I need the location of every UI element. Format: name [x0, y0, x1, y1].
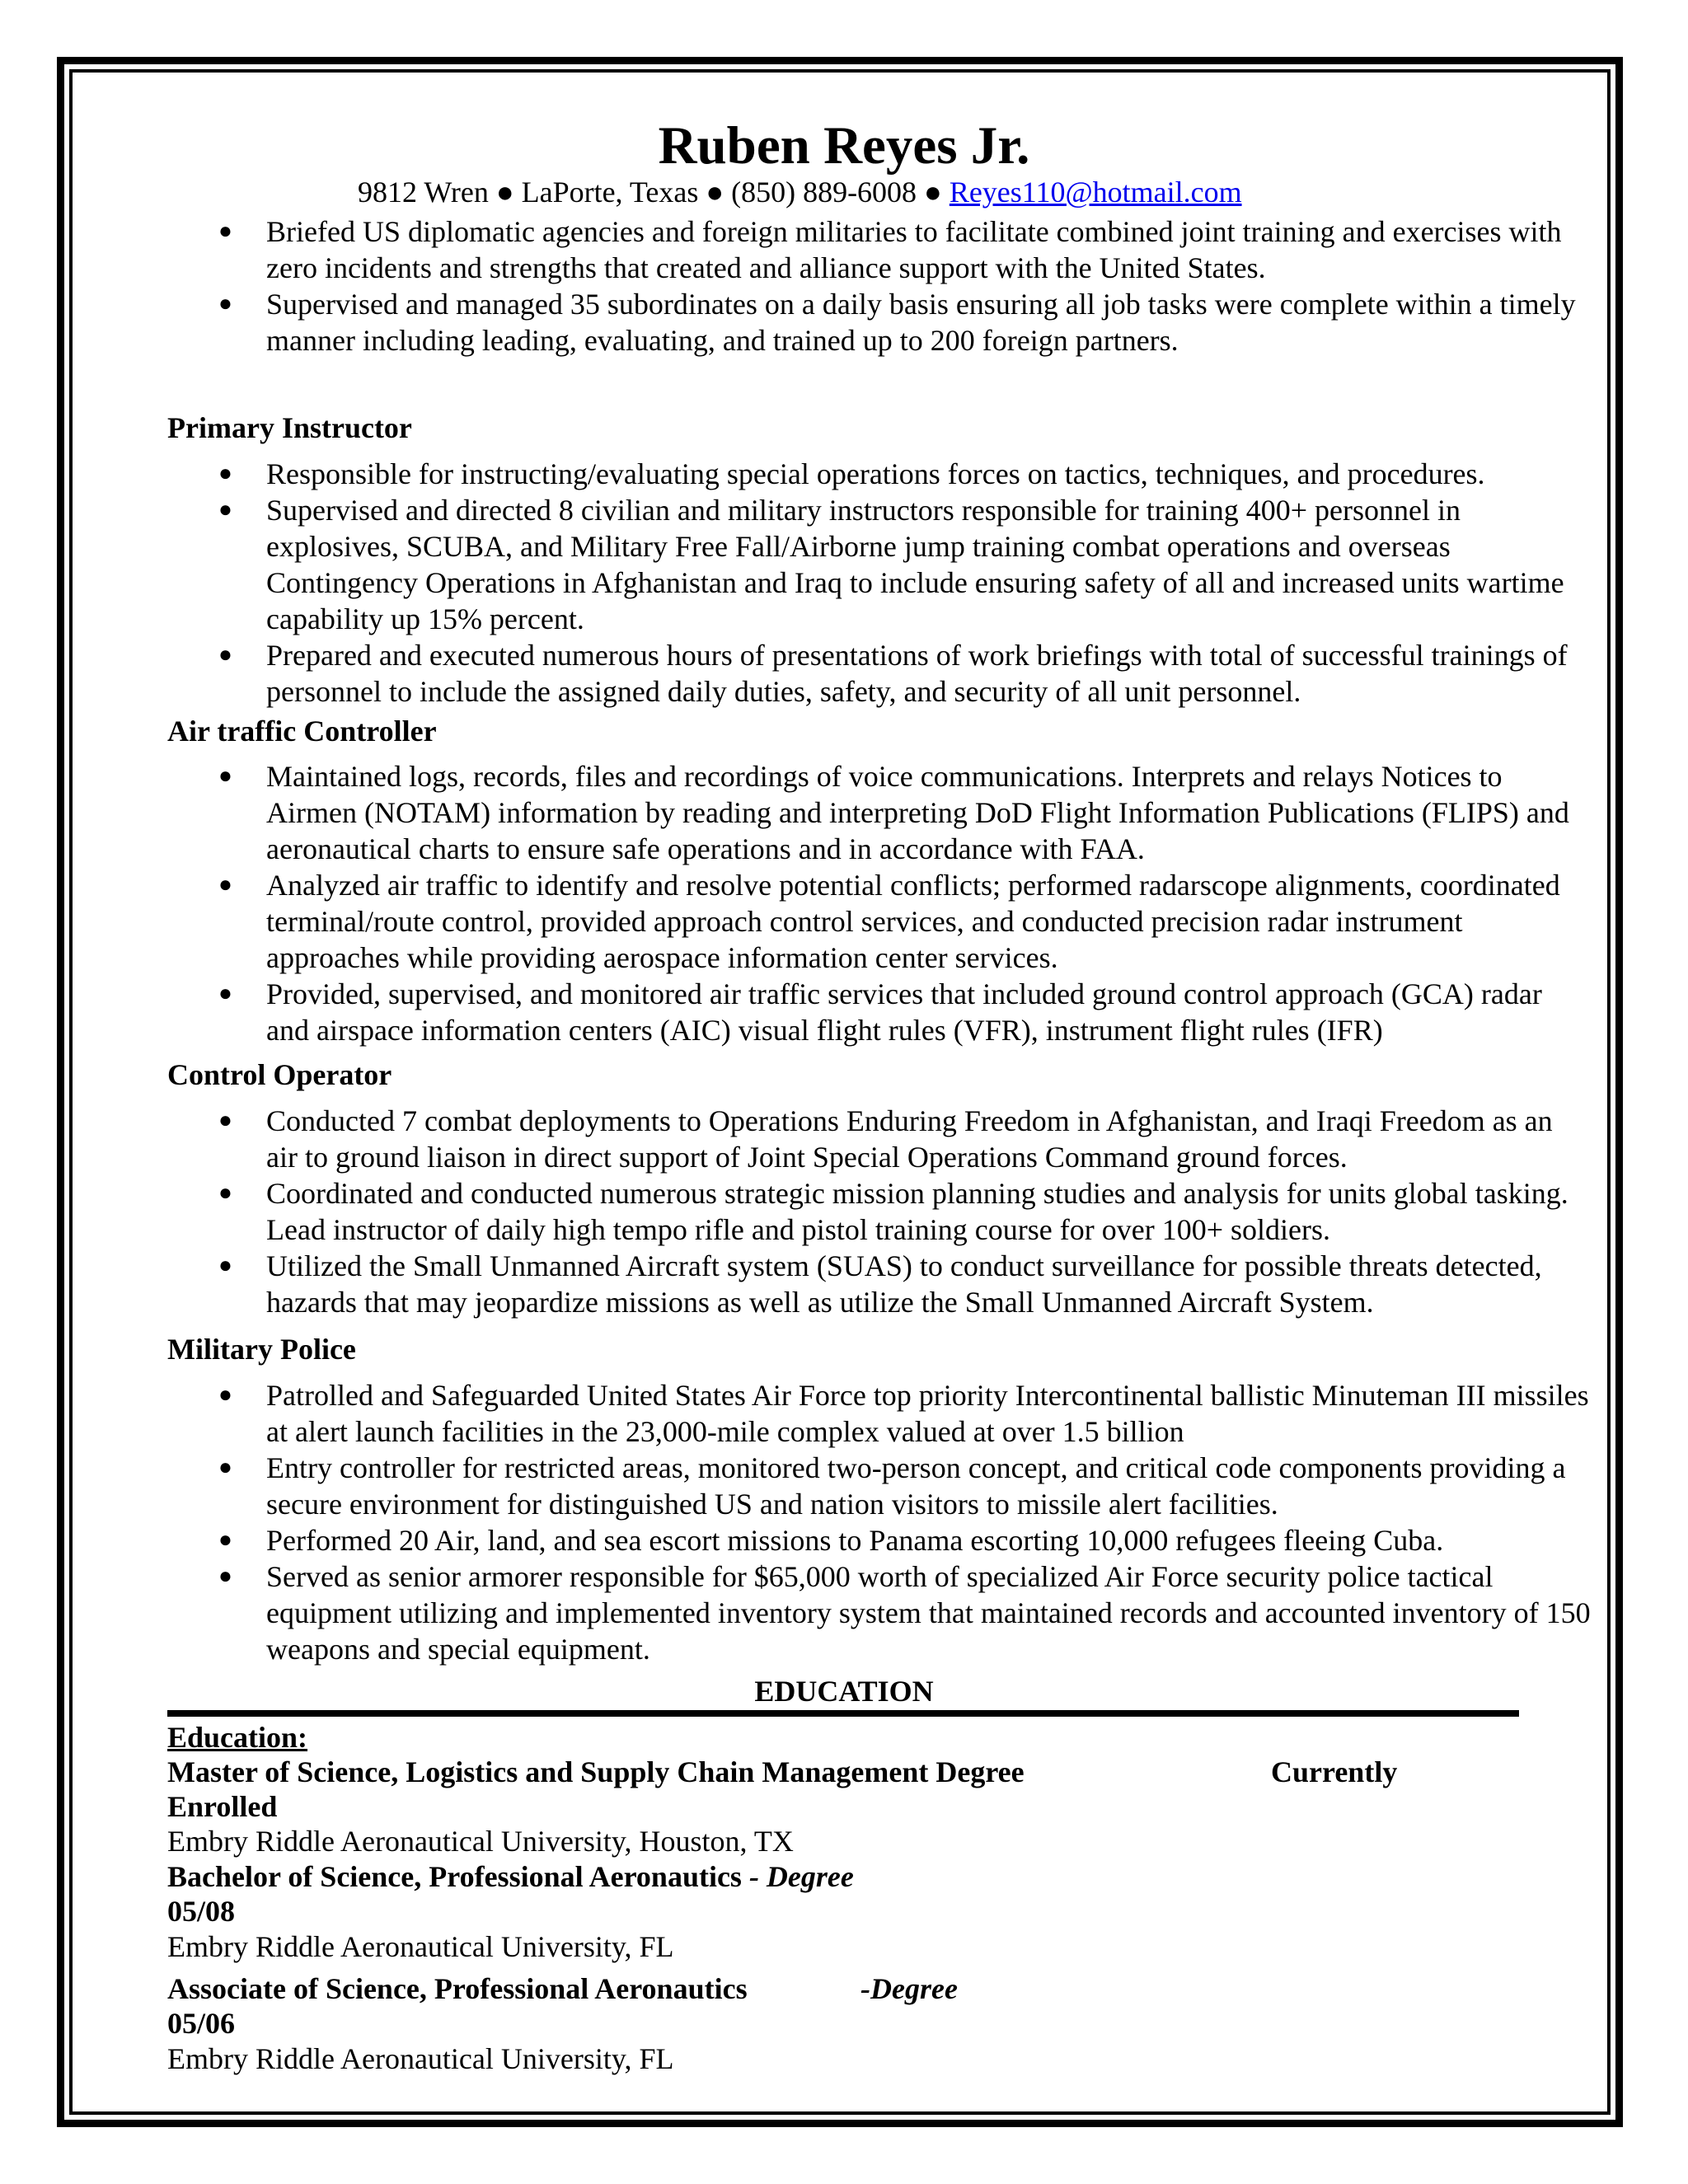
contact-details: 9812 Wren ● LaPorte, Texas ● (850) 889-6008 ●: [358, 176, 942, 209]
list-item: ● Entry controller for restricted areas, monitored two-person concept, and critical code components providing a secure environment for distinguished US and nation visitors to missile alert facilities.: [218, 1451, 1566, 1521]
bullet-icon: ●: [218, 981, 232, 1006]
candidate-name: Ruben Reyes Jr.: [658, 116, 1030, 176]
bullet-icon: ●: [218, 1108, 232, 1133]
section-heading-control-operator: Control Operator: [167, 1058, 392, 1091]
bs-degree: Bachelor of Science, Professional Aeronautics: [167, 1860, 742, 1893]
section-heading-primary-instructor: Primary Instructor: [167, 411, 412, 444]
bullet-icon: ●: [218, 763, 232, 789]
bullet-icon: ●: [218, 1455, 232, 1480]
ms-status-continued: Enrolled: [167, 1790, 278, 1823]
control-operator-bullet-list: [0, 1103, 1591, 1320]
list-item: ● Conducted 7 combat deployments to Operations Enduring Freedom in Afghanistan, and Iraqi Freedom as an air to ground liaison in direct support of Joint Special Operations Command ground forces.: [218, 1104, 1553, 1174]
list-item: ● Prepared and executed numerous hours of presentations of work briefings with total of successful trainings of personnel to include the assigned daily duties, safety, and security of all unit personnel.: [218, 639, 1568, 708]
bullet-icon: ●: [218, 291, 232, 316]
air-traffic-controller-bullet-list: [0, 758, 1591, 1048]
list-item: ● Analyzed air traffic to identify and resolve potential conflicts; performed radarscope alignments, coordinated terminal/route control, provided approach control services, and conducted precision radar instrument approaches while providing aerospace information center services.: [218, 869, 1560, 974]
section-heading-air-traffic-controller: Air traffic Controller: [167, 715, 437, 748]
education-divider: [167, 1710, 1519, 1717]
bullet-icon: ●: [218, 497, 232, 523]
list-item: ● Served as senior armorer responsible for $65,000 worth of specialized Air Force security police tactical equipment utilizing and implemented inventory system that maintained records and accounted inventory of 150 weapons and special equipment.: [218, 1560, 1591, 1666]
education-label: Education:: [167, 1721, 308, 1754]
as-school: Embry Riddle Aeronautical University, FL: [167, 2042, 674, 2075]
list-item: ● Coordinated and conducted numerous strategic mission planning studies and analysis for units global tasking. Lead instructor of daily high tempo rifle and pistol training course for over 100+ soldiers.: [218, 1177, 1568, 1246]
ms-degree: Master of Science, Logistics and Supply Chain Management Degree: [167, 1755, 1025, 1788]
list-item: ● Utilized the Small Unmanned Aircraft system (SUAS) to conduct surveillance for possible threats detected, hazards that may jeopardize missions as well as utilize the Small Unmanned Aircraft System.: [218, 1249, 1542, 1319]
bullet-icon: ●: [218, 218, 232, 244]
list-item: ● Maintained logs, records, files and recordings of voice communications. Interprets and relays Notices to Airmen (NOTAM) information by reading and interpreting DoD Flight Information Publications (FLIPS) and aeronautical charts to ensure safe operations and in accordance with FAA.: [218, 760, 1569, 865]
bs-degree-suffix: - Degree: [748, 1860, 854, 1893]
list-item: ● Patrolled and Safeguarded United States Air Force top priority Intercontinental ballistic Minuteman III missiles at alert launch facilities in the 23,000-mile complex valued at over 1.5 billion: [218, 1379, 1589, 1448]
bullet-icon: ●: [218, 872, 232, 898]
bullet-icon: ●: [218, 1382, 232, 1408]
section-heading-military-police: Military Police: [167, 1333, 356, 1366]
military-police-bullet-list: [0, 1377, 1591, 1667]
bullet-icon: ●: [218, 1527, 232, 1553]
bullet-icon: ●: [218, 1180, 232, 1206]
bullet-icon: ●: [218, 1563, 232, 1589]
education-section-title: EDUCATION: [754, 1675, 934, 1708]
list-item: ● Performed 20 Air, land, and sea escort missions to Panama escorting 10,000 refugees fleeing Cuba.: [218, 1524, 1444, 1557]
bullet-icon: ●: [218, 1253, 232, 1278]
intro-bullet-list: [0, 213, 1591, 359]
bs-school: Embry Riddle Aeronautical University, FL: [167, 1930, 674, 1963]
list-item: ● Briefed US diplomatic agencies and foreign militaries to facilitate combined joint training and exercises with zero incidents and strengths that created and alliance support with the United States.: [218, 215, 1562, 284]
list-item: ● Supervised and directed 8 civilian and military instructors responsible for training 400+ personnel in explosives, SCUBA, and Military Free Fall/Airborne jump training combat operations and overseas Contingency Operations in Afghanistan and Iraq to include ensuring safety of all and increased units wartime capability up 15% percent.: [218, 494, 1564, 635]
bullet-icon: ●: [218, 461, 232, 486]
bs-degree-line: [167, 1858, 854, 1895]
list-item: ● Provided, supervised, and monitored air traffic services that included ground control approach (GCA) radar and airspace information centers (AIC) visual flight rules (VFR), instrument flight rules (IFR): [218, 977, 1542, 1047]
ms-status: Currently: [1271, 1755, 1398, 1788]
ms-school: Embry Riddle Aeronautical University, Houston, TX: [167, 1825, 794, 1858]
list-item: ● Responsible for instructing/evaluating special operations forces on tactics, techniques, and procedures.: [218, 457, 1485, 490]
bs-date: 05/08: [167, 1895, 236, 1928]
email-link[interactable]: Reyes110@hotmail.com: [949, 176, 1242, 209]
as-date: 05/06: [167, 2007, 236, 2040]
primary-instructor-bullet-list: [0, 456, 1591, 710]
list-item: ● Supervised and managed 35 subordinates on a daily basis ensuring all job tasks were complete within a timely manner including leading, evaluating, and trained up to 200 foreign partners.: [218, 288, 1576, 357]
as-degree: Associate of Science, Professional Aeronautics: [167, 1972, 748, 2005]
bullet-icon: ●: [218, 642, 232, 668]
as-degree-suffix: -Degree: [860, 1972, 958, 2005]
contact-line: [358, 173, 1242, 211]
